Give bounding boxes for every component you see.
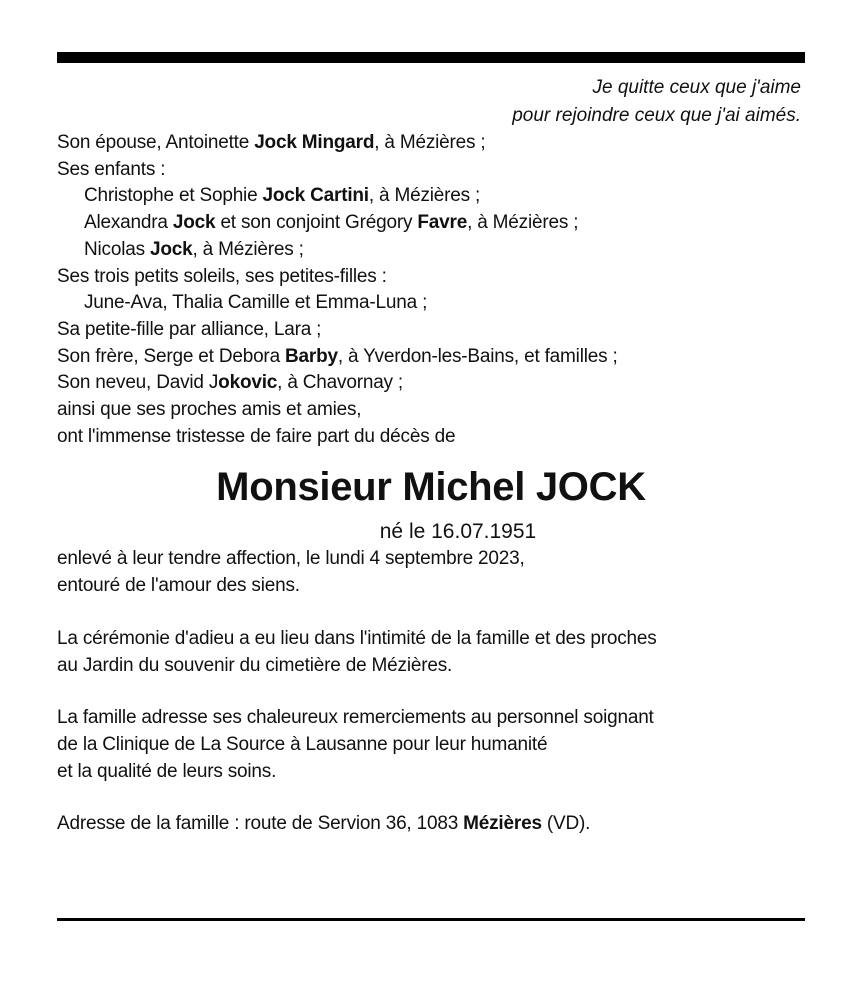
birth-date: né le 16.07.1951: [379, 520, 537, 544]
grandchildren-line: June-Ava, Thalia Camille et Emma-Luna ;: [84, 292, 428, 314]
thanks-line-2: de la Clinique de La Source à Lausanne pour leur humanité: [57, 733, 548, 755]
epigraph-line-1: Je quitte ceux que j'aime: [592, 77, 801, 98]
child-line-2: Alexandra Jock et son conjoint Grégory Favre, à Mézières ;: [84, 212, 579, 234]
step-granddaughter-line: Sa petite-fille par alliance, Lara ;: [57, 318, 322, 340]
thanks-paragraph: [57, 705, 805, 785]
bottom-rule: [57, 918, 805, 921]
ceremony-paragraph: [57, 626, 805, 679]
children-heading: Ses enfants :: [57, 158, 166, 180]
thanks-line-3: et la qualité de leurs soins.: [57, 760, 277, 782]
brother-line: Son frère, Serge et Debora Barby, à Yverdon-les-Bains, et familles ;: [57, 345, 618, 367]
ceremony-line-2: au Jardin du souvenir du cimetière de Mézières.: [57, 654, 453, 676]
friends-line: ainsi que ses proches amis et amies,: [57, 399, 362, 421]
address-paragraph: [57, 811, 805, 838]
nephew-line: Son neveu, David Jokovic, à Chavornay ;: [57, 372, 404, 394]
death-paragraph: [57, 546, 805, 599]
grandchildren-heading: Ses trois petits soleils, ses petites-filles :: [57, 265, 387, 287]
ceremony-line-1: La cérémonie d'adieu a eu lieu dans l'intimité de la famille et des proches: [57, 627, 657, 649]
child-line-3: Nicolas Jock, à Mézières ;: [84, 238, 304, 260]
deceased-name: Monsieur Michel JOCK: [216, 465, 646, 510]
death-line-1: enlevé à leur tendre affection, le lundi 4 septembre 2023,: [57, 548, 525, 570]
thanks-line-1: La famille adresse ses chaleureux remerciements au personnel soignant: [57, 707, 654, 729]
epigraph: [57, 74, 805, 130]
epigraph-line-2: pour rejoindre ceux que j'ai aimés.: [512, 105, 801, 126]
child-line-1: Christophe et Sophie Jock Cartini, à Mézières ;: [84, 185, 481, 207]
family-list: [57, 130, 805, 450]
address-line: Adresse de la famille : route de Servion 36, 1083 Mézières (VD).: [57, 813, 591, 835]
spouse-line: Son épouse, Antoinette Jock Mingard, à Mézières ;: [57, 132, 486, 153]
obituary-notice: [57, 52, 805, 838]
top-rule: [57, 52, 805, 63]
death-line-2: entouré de l'amour des siens.: [57, 575, 300, 597]
announcement-line: ont l'immense tristesse de faire part du décès de: [57, 425, 456, 447]
